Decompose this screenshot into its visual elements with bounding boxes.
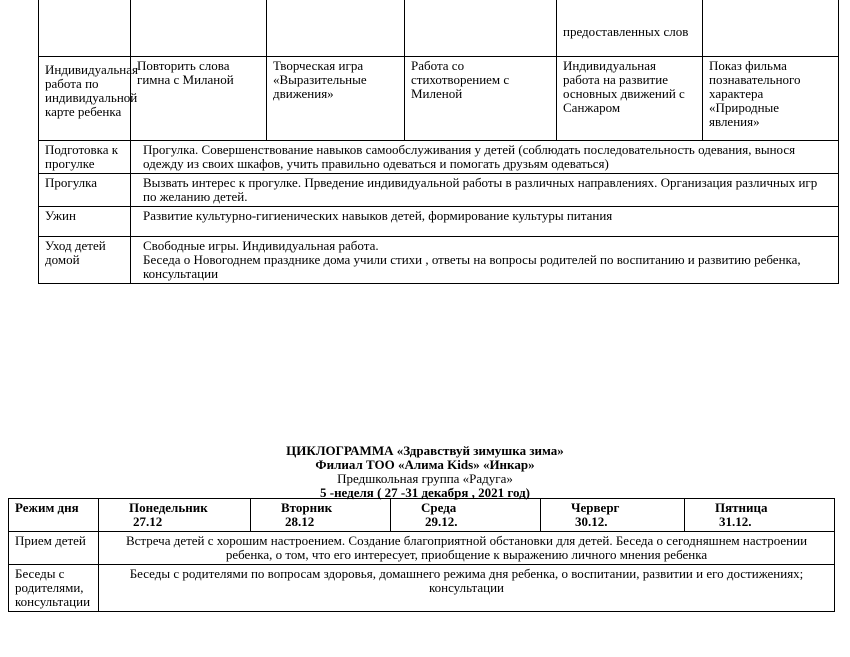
day-header-wed: Среда 29.12. bbox=[391, 499, 541, 532]
schedule-table bbox=[8, 498, 835, 612]
row-text: Развитие культурно-гигиенических навыков детей, формирование культуры питания bbox=[131, 207, 839, 237]
schedule-table-continued bbox=[38, 0, 839, 284]
row-text: Свободные игры. Индивидуальная работа. Беседа о Новогоднем празднике дома учили стихи , ответы на вопросы родителей по воспитанию и развитию ребенка, консультации bbox=[131, 237, 839, 284]
row-label: Прогулка bbox=[39, 174, 131, 207]
row-label: Индивидуальная работа по индивидуальной карте ребенка bbox=[39, 57, 131, 141]
row-label: Уход детей домой bbox=[39, 237, 131, 284]
row-text: Встреча детей с хорошим настроением. Создание благоприятной обстановки для детей. Беседа о сегодняшнем настроении ребенка, о том, что его интересует, приобщение к выражению личного мнения ребенка bbox=[99, 532, 835, 565]
monday-cell: Повторить слова гимна с Миланой bbox=[131, 57, 267, 141]
going-home-row bbox=[39, 237, 839, 284]
individual-work-row bbox=[39, 57, 839, 141]
walk-prep-row bbox=[39, 141, 839, 174]
row-label: Беседы с родителями, консультации bbox=[9, 565, 99, 612]
week-label: 5 -неделя ( 27 -31 декабря , 2021 год) bbox=[319, 485, 530, 500]
row-label: Прием детей bbox=[9, 532, 99, 565]
table-row bbox=[9, 532, 835, 565]
thursday-cell: Индивидуальная работа на развитие основных движений с Санжаром bbox=[557, 57, 703, 141]
table-row bbox=[9, 565, 835, 612]
dinner-row bbox=[39, 207, 839, 237]
continuation-cell: предоставленных слов bbox=[557, 0, 703, 57]
row-text: Вызвать интерес к прогулке. Прведение индивидуальной работы в различных направлениях. Организация различных игр по желанию детей. bbox=[131, 174, 839, 207]
friday-cell: Показ фильма познавательного характера «Природные явления» bbox=[703, 57, 839, 141]
table-row bbox=[39, 0, 839, 57]
row-label: Подготовка к прогулке bbox=[39, 141, 131, 174]
wednesday-cell: Работа со стихотворением с Миленой bbox=[405, 57, 557, 141]
walk-row bbox=[39, 174, 839, 207]
day-header-fri: Пятница 31.12. bbox=[685, 499, 835, 532]
row-text: Беседы с родителями по вопросам здоровья, домашнего режима дня ребенка, о воспитании, развитии и его достижениях; консультации bbox=[99, 565, 835, 612]
day-header-tue: Вторник 28.12 bbox=[251, 499, 391, 532]
day-header-thu: Черверг 30.12. bbox=[541, 499, 685, 532]
day-header-mon: Понедельник 27.12 bbox=[99, 499, 251, 532]
branch-name: Филиал ТОО «Алима Kids» «Инкар» bbox=[315, 457, 535, 472]
tuesday-cell: Творческая игра «Выразительные движения» bbox=[267, 57, 405, 141]
document-title: ЦИКЛОГРАММА «Здравствуй зимушка зима» bbox=[286, 443, 564, 458]
row-label: Ужин bbox=[39, 207, 131, 237]
row-text: Прогулка. Совершенствование навыков самообслуживания у детей (соблюдать последовательность одевания, вынося одежду из своих шкафов, учить правильно одеваться и помогать друзьям одеваться) bbox=[131, 141, 839, 174]
group-name: Предшкольная группа «Радуга» bbox=[337, 471, 513, 486]
mode-label: Режим дня bbox=[9, 499, 99, 532]
table-header-row bbox=[9, 499, 835, 532]
